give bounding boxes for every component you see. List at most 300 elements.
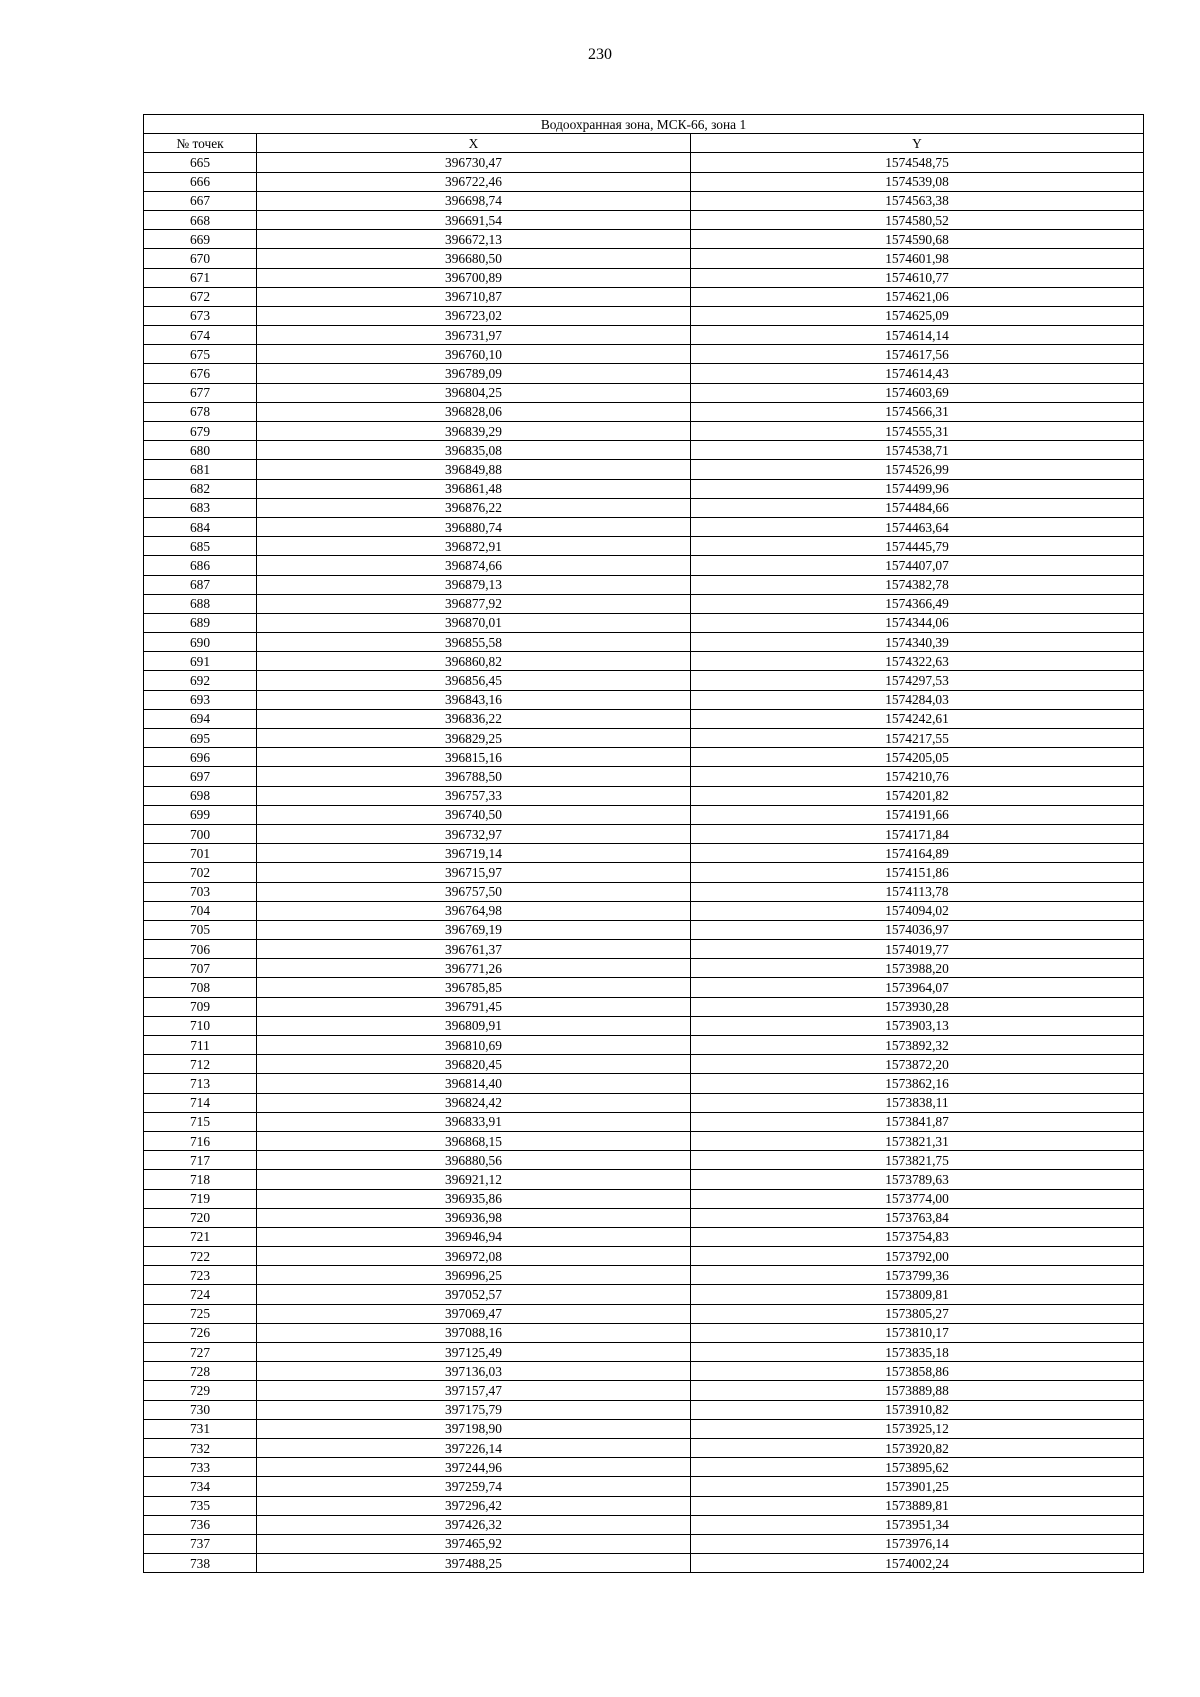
y-coordinate-cell: 1574171,84	[691, 824, 1144, 843]
x-coordinate-cell: 396814,40	[257, 1074, 691, 1093]
y-coordinate-cell: 1574539,08	[691, 172, 1144, 191]
y-coordinate-cell: 1574590,68	[691, 230, 1144, 249]
point-number-cell: 724	[144, 1285, 257, 1304]
x-coordinate-cell: 396740,50	[257, 805, 691, 824]
y-coordinate-cell: 1574210,76	[691, 767, 1144, 786]
y-coordinate-cell: 1573799,36	[691, 1266, 1144, 1285]
point-number-cell: 708	[144, 978, 257, 997]
table-row	[144, 383, 1144, 402]
x-coordinate-cell: 397136,03	[257, 1362, 691, 1381]
x-coordinate-cell: 396769,19	[257, 920, 691, 939]
y-coordinate-cell: 1573892,32	[691, 1036, 1144, 1055]
point-number-cell: 691	[144, 652, 257, 671]
x-coordinate-cell: 396877,92	[257, 594, 691, 613]
y-coordinate-cell: 1573910,82	[691, 1400, 1144, 1419]
header-y: Y	[691, 134, 1144, 153]
table-row	[144, 1189, 1144, 1208]
x-coordinate-cell: 396731,97	[257, 326, 691, 345]
point-number-cell: 713	[144, 1074, 257, 1093]
point-number-cell: 706	[144, 940, 257, 959]
point-number-cell: 666	[144, 172, 257, 191]
point-number-cell: 729	[144, 1381, 257, 1400]
point-number-cell: 703	[144, 882, 257, 901]
x-coordinate-cell: 396789,09	[257, 364, 691, 383]
point-number-cell: 671	[144, 268, 257, 287]
table-title-row	[144, 115, 1144, 134]
point-number-cell: 690	[144, 633, 257, 652]
y-coordinate-cell: 1574297,53	[691, 671, 1144, 690]
point-number-cell: 707	[144, 959, 257, 978]
table-row	[144, 1534, 1144, 1553]
table-row	[144, 210, 1144, 229]
x-coordinate-cell: 396824,42	[257, 1093, 691, 1112]
table-row	[144, 920, 1144, 939]
point-number-cell: 684	[144, 517, 257, 536]
y-coordinate-cell: 1574094,02	[691, 901, 1144, 920]
point-number-cell: 687	[144, 575, 257, 594]
y-coordinate-cell: 1573805,27	[691, 1304, 1144, 1323]
x-coordinate-cell: 396757,33	[257, 786, 691, 805]
table-row	[144, 191, 1144, 210]
table-row	[144, 690, 1144, 709]
y-coordinate-cell: 1573901,25	[691, 1477, 1144, 1496]
x-coordinate-cell: 396843,16	[257, 690, 691, 709]
x-coordinate-cell: 396972,08	[257, 1247, 691, 1266]
x-coordinate-cell: 396996,25	[257, 1266, 691, 1285]
y-coordinate-cell: 1573988,20	[691, 959, 1144, 978]
x-coordinate-cell: 396757,50	[257, 882, 691, 901]
y-coordinate-cell: 1574019,77	[691, 940, 1144, 959]
table-row	[144, 575, 1144, 594]
x-coordinate-cell: 397069,47	[257, 1304, 691, 1323]
y-coordinate-cell: 1574164,89	[691, 844, 1144, 863]
x-coordinate-cell: 396860,82	[257, 652, 691, 671]
table-row	[144, 537, 1144, 556]
x-coordinate-cell: 397244,96	[257, 1458, 691, 1477]
y-coordinate-cell: 1573809,81	[691, 1285, 1144, 1304]
point-number-cell: 689	[144, 613, 257, 632]
table-row	[144, 1554, 1144, 1573]
table-row	[144, 1112, 1144, 1131]
table-row	[144, 844, 1144, 863]
table-row	[144, 997, 1144, 1016]
x-coordinate-cell: 396764,98	[257, 901, 691, 920]
x-coordinate-cell: 397125,49	[257, 1343, 691, 1362]
point-number-cell: 680	[144, 441, 257, 460]
y-coordinate-cell: 1574201,82	[691, 786, 1144, 805]
table-row	[144, 709, 1144, 728]
point-number-cell: 738	[144, 1554, 257, 1573]
point-number-cell: 685	[144, 537, 257, 556]
x-coordinate-cell: 396785,85	[257, 978, 691, 997]
table-row	[144, 479, 1144, 498]
y-coordinate-cell: 1574151,86	[691, 863, 1144, 882]
table-row	[144, 729, 1144, 748]
y-coordinate-cell: 1573821,31	[691, 1131, 1144, 1150]
x-coordinate-cell: 397488,25	[257, 1554, 691, 1573]
x-coordinate-cell: 396879,13	[257, 575, 691, 594]
table-row	[144, 633, 1144, 652]
table-row	[144, 306, 1144, 325]
point-number-cell: 702	[144, 863, 257, 882]
table-row	[144, 498, 1144, 517]
y-coordinate-cell: 1574621,06	[691, 287, 1144, 306]
x-coordinate-cell: 396700,89	[257, 268, 691, 287]
point-number-cell: 715	[144, 1112, 257, 1131]
point-number-cell: 735	[144, 1496, 257, 1515]
x-coordinate-cell: 396788,50	[257, 767, 691, 786]
point-number-cell: 727	[144, 1343, 257, 1362]
x-coordinate-cell: 396835,08	[257, 441, 691, 460]
point-number-cell: 732	[144, 1438, 257, 1457]
y-coordinate-cell: 1573862,16	[691, 1074, 1144, 1093]
x-coordinate-cell: 396921,12	[257, 1170, 691, 1189]
table-row	[144, 1323, 1144, 1342]
header-x: X	[257, 134, 691, 153]
y-coordinate-cell: 1574548,75	[691, 153, 1144, 172]
table-row	[144, 1419, 1144, 1438]
point-number-cell: 699	[144, 805, 257, 824]
y-coordinate-cell: 1574617,56	[691, 345, 1144, 364]
table-row	[144, 940, 1144, 959]
point-number-cell: 695	[144, 729, 257, 748]
point-number-cell: 677	[144, 383, 257, 402]
table-body	[144, 153, 1144, 1573]
point-number-cell: 728	[144, 1362, 257, 1381]
point-number-cell: 686	[144, 556, 257, 575]
point-number-cell: 678	[144, 402, 257, 421]
y-coordinate-cell: 1574614,14	[691, 326, 1144, 345]
table-row	[144, 805, 1144, 824]
x-coordinate-cell: 396698,74	[257, 191, 691, 210]
x-coordinate-cell: 396723,02	[257, 306, 691, 325]
point-number-cell: 731	[144, 1419, 257, 1438]
y-coordinate-cell: 1574610,77	[691, 268, 1144, 287]
table-row	[144, 1208, 1144, 1227]
table-row	[144, 1093, 1144, 1112]
y-coordinate-cell: 1574217,55	[691, 729, 1144, 748]
point-number-cell: 673	[144, 306, 257, 325]
page-number: 230	[588, 46, 612, 63]
y-coordinate-cell: 1573964,07	[691, 978, 1144, 997]
point-number-cell: 694	[144, 709, 257, 728]
y-coordinate-cell: 1573841,87	[691, 1112, 1144, 1131]
table-header-row	[144, 134, 1144, 153]
y-coordinate-cell: 1574284,03	[691, 690, 1144, 709]
table-row	[144, 517, 1144, 536]
x-coordinate-cell: 396761,37	[257, 940, 691, 959]
y-coordinate-cell: 1573821,75	[691, 1151, 1144, 1170]
table-row	[144, 422, 1144, 441]
table-row	[144, 1400, 1144, 1419]
x-coordinate-cell: 396935,86	[257, 1189, 691, 1208]
table-row	[144, 172, 1144, 191]
x-coordinate-cell: 396833,91	[257, 1112, 691, 1131]
x-coordinate-cell: 397157,47	[257, 1381, 691, 1400]
point-number-cell: 701	[144, 844, 257, 863]
y-coordinate-cell: 1573925,12	[691, 1419, 1144, 1438]
table-title: Водоохранная зона, МСК-66, зона 1	[144, 115, 1144, 134]
x-coordinate-cell: 396804,25	[257, 383, 691, 402]
y-coordinate-cell: 1573754,83	[691, 1227, 1144, 1246]
table-row	[144, 1381, 1144, 1400]
point-number-cell: 736	[144, 1515, 257, 1534]
y-coordinate-cell: 1574113,78	[691, 882, 1144, 901]
table-row	[144, 402, 1144, 421]
y-coordinate-cell: 1574555,31	[691, 422, 1144, 441]
y-coordinate-cell: 1574036,97	[691, 920, 1144, 939]
table-row	[144, 901, 1144, 920]
point-number-cell: 704	[144, 901, 257, 920]
x-coordinate-cell: 396861,48	[257, 479, 691, 498]
x-coordinate-cell: 397465,92	[257, 1534, 691, 1553]
table-row	[144, 1170, 1144, 1189]
y-coordinate-cell: 1574191,66	[691, 805, 1144, 824]
x-coordinate-cell: 396691,54	[257, 210, 691, 229]
y-coordinate-cell: 1573858,86	[691, 1362, 1144, 1381]
table-row	[144, 786, 1144, 805]
point-number-cell: 734	[144, 1477, 257, 1496]
table-row	[144, 326, 1144, 345]
point-number-cell: 737	[144, 1534, 257, 1553]
point-number-cell: 705	[144, 920, 257, 939]
point-number-cell: 670	[144, 249, 257, 268]
table-row	[144, 882, 1144, 901]
table-row	[144, 268, 1144, 287]
table-row	[144, 441, 1144, 460]
point-number-cell: 716	[144, 1131, 257, 1150]
point-number-cell: 698	[144, 786, 257, 805]
x-coordinate-cell: 396836,22	[257, 709, 691, 728]
y-coordinate-cell: 1573835,18	[691, 1343, 1144, 1362]
y-coordinate-cell: 1574445,79	[691, 537, 1144, 556]
point-number-cell: 711	[144, 1036, 257, 1055]
y-coordinate-cell: 1574563,38	[691, 191, 1144, 210]
x-coordinate-cell: 396868,15	[257, 1131, 691, 1150]
point-number-cell: 714	[144, 1093, 257, 1112]
y-coordinate-cell: 1573763,84	[691, 1208, 1144, 1227]
table-row	[144, 153, 1144, 172]
y-coordinate-cell: 1574625,09	[691, 306, 1144, 325]
y-coordinate-cell: 1574484,66	[691, 498, 1144, 517]
y-coordinate-cell: 1574366,49	[691, 594, 1144, 613]
y-coordinate-cell: 1574601,98	[691, 249, 1144, 268]
y-coordinate-cell: 1573895,62	[691, 1458, 1144, 1477]
y-coordinate-cell: 1574002,24	[691, 1554, 1144, 1573]
point-number-cell: 693	[144, 690, 257, 709]
y-coordinate-cell: 1573838,11	[691, 1093, 1144, 1112]
y-coordinate-cell: 1573789,63	[691, 1170, 1144, 1189]
point-number-cell: 723	[144, 1266, 257, 1285]
y-coordinate-cell: 1574499,96	[691, 479, 1144, 498]
table-row	[144, 364, 1144, 383]
table-row	[144, 748, 1144, 767]
point-number-cell: 668	[144, 210, 257, 229]
y-coordinate-cell: 1574614,43	[691, 364, 1144, 383]
y-coordinate-cell: 1574463,64	[691, 517, 1144, 536]
x-coordinate-cell: 396815,16	[257, 748, 691, 767]
table-row	[144, 1036, 1144, 1055]
y-coordinate-cell: 1573872,20	[691, 1055, 1144, 1074]
table-row	[144, 1151, 1144, 1170]
table-row	[144, 1266, 1144, 1285]
table-row	[144, 1362, 1144, 1381]
x-coordinate-cell: 396719,14	[257, 844, 691, 863]
point-number-cell: 712	[144, 1055, 257, 1074]
point-number-cell: 672	[144, 287, 257, 306]
point-number-cell: 676	[144, 364, 257, 383]
x-coordinate-cell: 397296,42	[257, 1496, 691, 1515]
x-coordinate-cell: 396876,22	[257, 498, 691, 517]
table-row	[144, 230, 1144, 249]
x-coordinate-cell: 396855,58	[257, 633, 691, 652]
table-row	[144, 959, 1144, 978]
table-row	[144, 1131, 1144, 1150]
table-row	[144, 1515, 1144, 1534]
x-coordinate-cell: 396880,74	[257, 517, 691, 536]
point-number-cell: 718	[144, 1170, 257, 1189]
point-number-cell: 682	[144, 479, 257, 498]
point-number-cell: 710	[144, 1016, 257, 1035]
x-coordinate-cell: 396872,91	[257, 537, 691, 556]
x-coordinate-cell: 396809,91	[257, 1016, 691, 1035]
point-number-cell: 733	[144, 1458, 257, 1477]
point-number-cell: 667	[144, 191, 257, 210]
y-coordinate-cell: 1574580,52	[691, 210, 1144, 229]
point-number-cell: 675	[144, 345, 257, 364]
header-point-number: № точек	[144, 134, 257, 153]
table-row	[144, 594, 1144, 613]
x-coordinate-cell: 396722,46	[257, 172, 691, 191]
y-coordinate-cell: 1573903,13	[691, 1016, 1144, 1035]
point-number-cell: 721	[144, 1227, 257, 1246]
point-number-cell: 700	[144, 824, 257, 843]
y-coordinate-cell: 1574322,63	[691, 652, 1144, 671]
x-coordinate-cell: 396810,69	[257, 1036, 691, 1055]
x-coordinate-cell: 396820,45	[257, 1055, 691, 1074]
point-number-cell: 679	[144, 422, 257, 441]
table-row	[144, 345, 1144, 364]
table-row	[144, 249, 1144, 268]
table-row	[144, 978, 1144, 997]
y-coordinate-cell: 1574407,07	[691, 556, 1144, 575]
y-coordinate-cell: 1574566,31	[691, 402, 1144, 421]
table-row	[144, 767, 1144, 786]
x-coordinate-cell: 396856,45	[257, 671, 691, 690]
table-row	[144, 1016, 1144, 1035]
y-coordinate-cell: 1573951,34	[691, 1515, 1144, 1534]
y-coordinate-cell: 1574340,39	[691, 633, 1144, 652]
table-row	[144, 460, 1144, 479]
table-row	[144, 1074, 1144, 1093]
x-coordinate-cell: 396791,45	[257, 997, 691, 1016]
table-row	[144, 1055, 1144, 1074]
point-number-cell: 725	[144, 1304, 257, 1323]
y-coordinate-cell: 1574344,06	[691, 613, 1144, 632]
table-row	[144, 652, 1144, 671]
coordinates-table	[143, 114, 1144, 1573]
y-coordinate-cell: 1574526,99	[691, 460, 1144, 479]
y-coordinate-cell: 1574382,78	[691, 575, 1144, 594]
table-row	[144, 1285, 1144, 1304]
x-coordinate-cell: 396672,13	[257, 230, 691, 249]
x-coordinate-cell: 396849,88	[257, 460, 691, 479]
y-coordinate-cell: 1573774,00	[691, 1189, 1144, 1208]
point-number-cell: 709	[144, 997, 257, 1016]
x-coordinate-cell: 396839,29	[257, 422, 691, 441]
table-row	[144, 671, 1144, 690]
x-coordinate-cell: 396715,97	[257, 863, 691, 882]
table-row	[144, 1227, 1144, 1246]
point-number-cell: 696	[144, 748, 257, 767]
table-row	[144, 613, 1144, 632]
point-number-cell: 681	[144, 460, 257, 479]
point-number-cell: 720	[144, 1208, 257, 1227]
x-coordinate-cell: 397088,16	[257, 1323, 691, 1342]
point-number-cell: 719	[144, 1189, 257, 1208]
table-row	[144, 287, 1144, 306]
table-row	[144, 1438, 1144, 1457]
y-coordinate-cell: 1574538,71	[691, 441, 1144, 460]
x-coordinate-cell: 397175,79	[257, 1400, 691, 1419]
point-number-cell: 722	[144, 1247, 257, 1266]
y-coordinate-cell: 1573889,88	[691, 1381, 1144, 1400]
table-row	[144, 863, 1144, 882]
y-coordinate-cell: 1574603,69	[691, 383, 1144, 402]
x-coordinate-cell: 396874,66	[257, 556, 691, 575]
y-coordinate-cell: 1573976,14	[691, 1534, 1144, 1553]
point-number-cell: 717	[144, 1151, 257, 1170]
x-coordinate-cell: 396771,26	[257, 959, 691, 978]
x-coordinate-cell: 396760,10	[257, 345, 691, 364]
y-coordinate-cell: 1574205,05	[691, 748, 1144, 767]
point-number-cell: 697	[144, 767, 257, 786]
x-coordinate-cell: 396936,98	[257, 1208, 691, 1227]
point-number-cell: 674	[144, 326, 257, 345]
table-row	[144, 1496, 1144, 1515]
x-coordinate-cell: 397052,57	[257, 1285, 691, 1304]
y-coordinate-cell: 1573930,28	[691, 997, 1144, 1016]
table-row	[144, 1477, 1144, 1496]
x-coordinate-cell: 396870,01	[257, 613, 691, 632]
x-coordinate-cell: 396828,06	[257, 402, 691, 421]
x-coordinate-cell: 397426,32	[257, 1515, 691, 1534]
point-number-cell: 665	[144, 153, 257, 172]
y-coordinate-cell: 1574242,61	[691, 709, 1144, 728]
x-coordinate-cell: 396829,25	[257, 729, 691, 748]
point-number-cell: 692	[144, 671, 257, 690]
point-number-cell: 669	[144, 230, 257, 249]
x-coordinate-cell: 396946,94	[257, 1227, 691, 1246]
x-coordinate-cell: 396680,50	[257, 249, 691, 268]
y-coordinate-cell: 1573920,82	[691, 1438, 1144, 1457]
x-coordinate-cell: 396710,87	[257, 287, 691, 306]
point-number-cell: 688	[144, 594, 257, 613]
table-row	[144, 556, 1144, 575]
table-row	[144, 1304, 1144, 1323]
x-coordinate-cell: 397259,74	[257, 1477, 691, 1496]
table-row	[144, 1458, 1144, 1477]
y-coordinate-cell: 1573889,81	[691, 1496, 1144, 1515]
y-coordinate-cell: 1573810,17	[691, 1323, 1144, 1342]
table-row	[144, 1247, 1144, 1266]
x-coordinate-cell: 396732,97	[257, 824, 691, 843]
x-coordinate-cell: 396880,56	[257, 1151, 691, 1170]
table-row	[144, 1343, 1144, 1362]
x-coordinate-cell: 397198,90	[257, 1419, 691, 1438]
table-row	[144, 824, 1144, 843]
y-coordinate-cell: 1573792,00	[691, 1247, 1144, 1266]
